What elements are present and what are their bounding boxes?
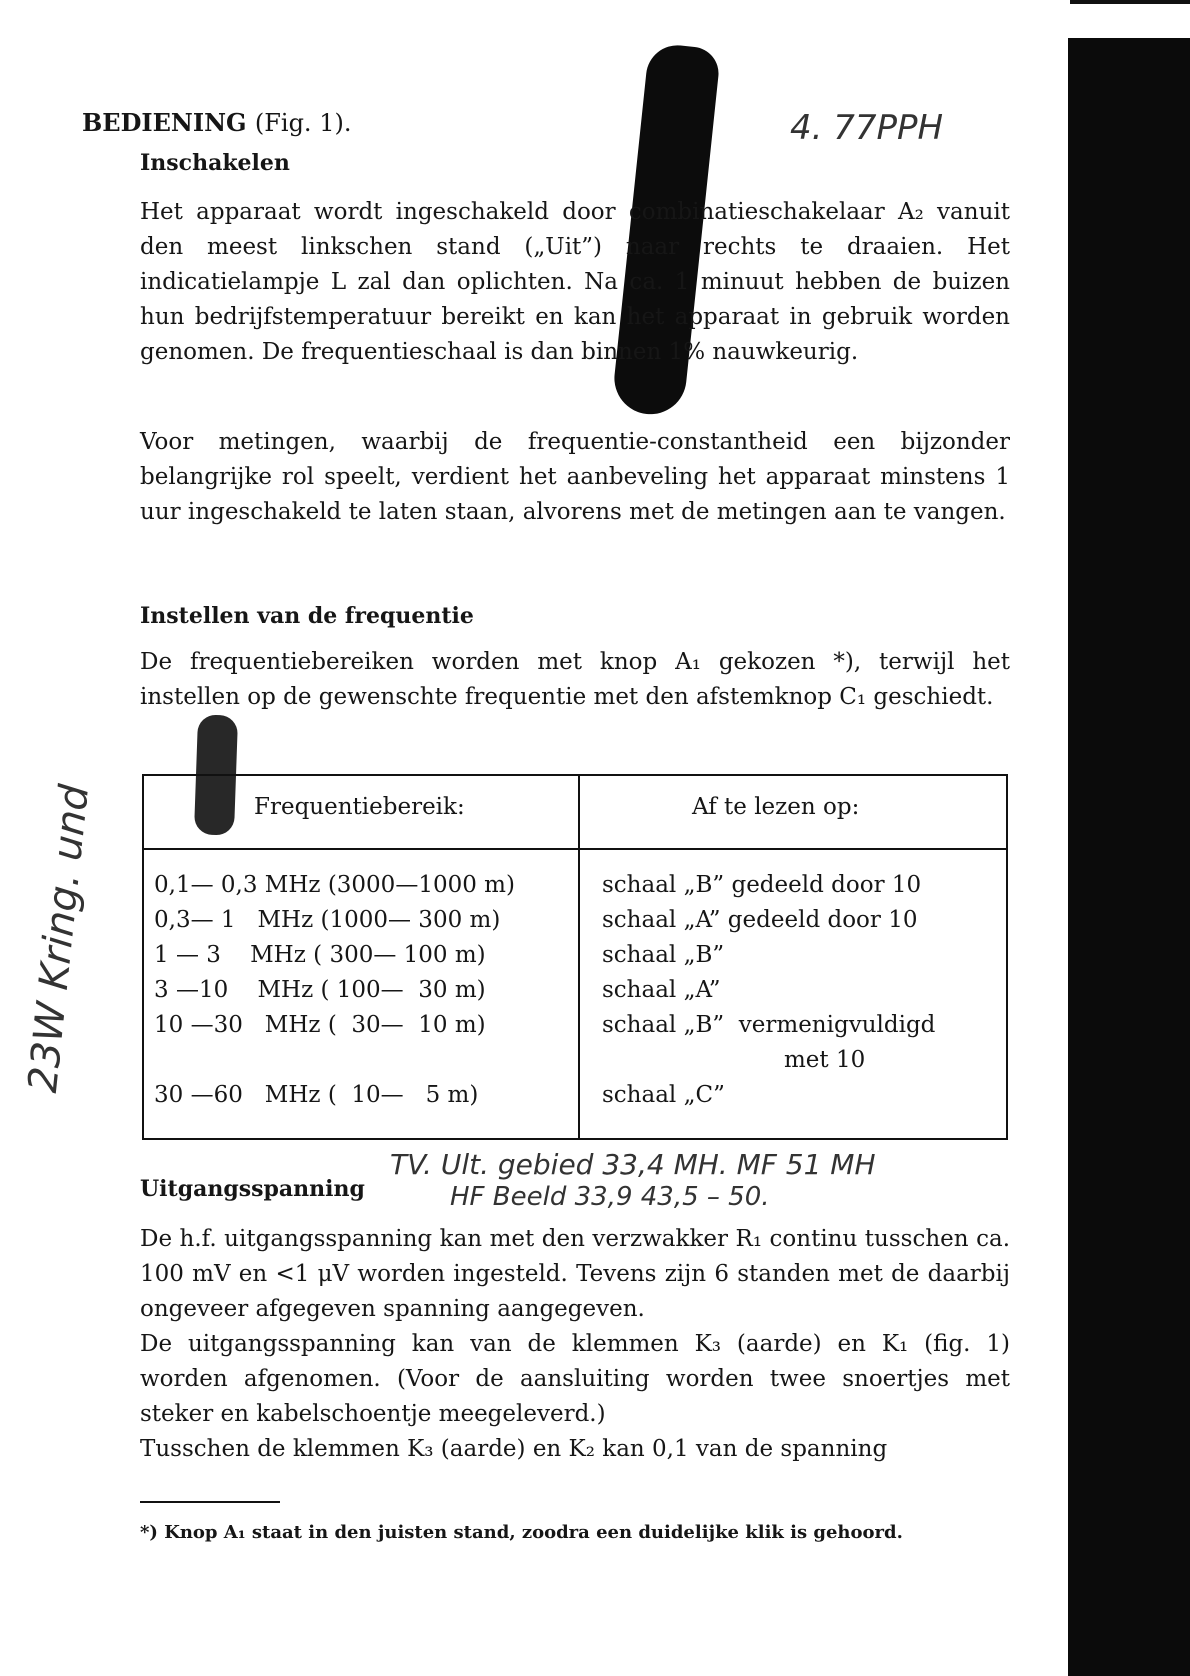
paragraph-uitgang-2: De uitgangsspanning kan van de klemmen K₃ (aarde) en K₁ (fig. 1) worden afgenomen. (Voor de aansluiting worden twee snoertjes met steker en kabelschoentje meegeleverd.) bbox=[140, 1331, 1010, 1427]
paragraph-instellen: De frequentiebereiken worden met knop A₁ gekozen *), terwijl het instellen op de gewenschte frequentie met den afstemknop C₁ geschiedt. bbox=[140, 649, 1010, 710]
table-header-frequency-range: Frequentiebereik: bbox=[254, 794, 465, 820]
paragraph-inschakelen-2: Voor metingen, waarbij de frequentie-constantheid een bijzonder belangrijke rol speelt, verdient het aanbeveling het apparaat minstens 1 uur ingeschakeld te laten staan, alvorens met de metingen aan te vangen. bbox=[140, 429, 1010, 525]
frequency-table: Frequentiebereik: Af te lezen op: 0,1— 0,3 MHz (3000—1000 m) schaal „B” gedeeld door 10 0,3— 1 MHz (1000— 300 m) schaal „A” gedeeld door 10 1 — 3 MHz ( 300— 100 m) schaal „B” 3 —10 MHz ( 100— 30 m) schaal „A” 10 —30 MHz ( 30— 10 m) schaal „B” vermenigvuldigd met 10 30 —60 MHz ( 10— 5 m) schaal „C” bbox=[142, 774, 1008, 1140]
page-title: BEDIENING (Fig. 1). bbox=[82, 108, 352, 137]
top-edge-rule bbox=[1070, 0, 1190, 4]
section-title-instellen: Instellen van de frequentie bbox=[140, 603, 474, 629]
section-title-uitgangsspanning: Uitgangsspanning bbox=[140, 1176, 365, 1202]
table-header-read-on: Af te lezen op: bbox=[692, 794, 860, 820]
footnote: *) Knop A₁ staat in den juisten stand, zoodra een duidelijke klik is gehoord. bbox=[140, 1522, 903, 1543]
handwritten-note-margin: 23W Kring. und bbox=[20, 782, 99, 1095]
paragraph-uitgang-3: Tusschen de klemmen K₃ (aarde) en K₂ kan 0,1 van de spanning bbox=[140, 1436, 888, 1462]
handwritten-note-line-2: HF Beeld 33,9 43,5 – 50. bbox=[450, 1182, 770, 1212]
section-title-inschakelen: Inschakelen bbox=[140, 150, 290, 176]
handwritten-note-top-right: 4. 77PPH bbox=[790, 108, 944, 148]
footnote-divider bbox=[140, 1501, 280, 1503]
table-column-divider bbox=[578, 776, 580, 1138]
handwritten-note-line-1: TV. Ult. gebied 33,4 MH. MF 51 MH bbox=[390, 1148, 876, 1181]
scan-black-border bbox=[1068, 38, 1190, 1676]
paragraph-inschakelen-1: Het apparaat wordt ingeschakeld door combinatieschakelaar A₂ vanuit den meest linkschen stand („Uit”) naar rechts te draaien. Het indicatielampje L zal dan oplichten. Na ca. 1 minuut hebben de buizen hun bedrijfstemperatuur bereikt en kan het apparaat in gebruik worden genomen. De frequentieschaal is dan binnen 1% nauwkeurig. bbox=[140, 199, 1010, 365]
table-header-divider bbox=[144, 848, 1006, 850]
paragraph-uitgang-1: De h.f. uitgangsspanning kan met den verzwakker R₁ continu tusschen ca. 100 mV en <1 μV worden ingesteld. Tevens zijn 6 standen met de daarbij ongeveer afgegeven spanning aangegeven. bbox=[140, 1226, 1010, 1322]
